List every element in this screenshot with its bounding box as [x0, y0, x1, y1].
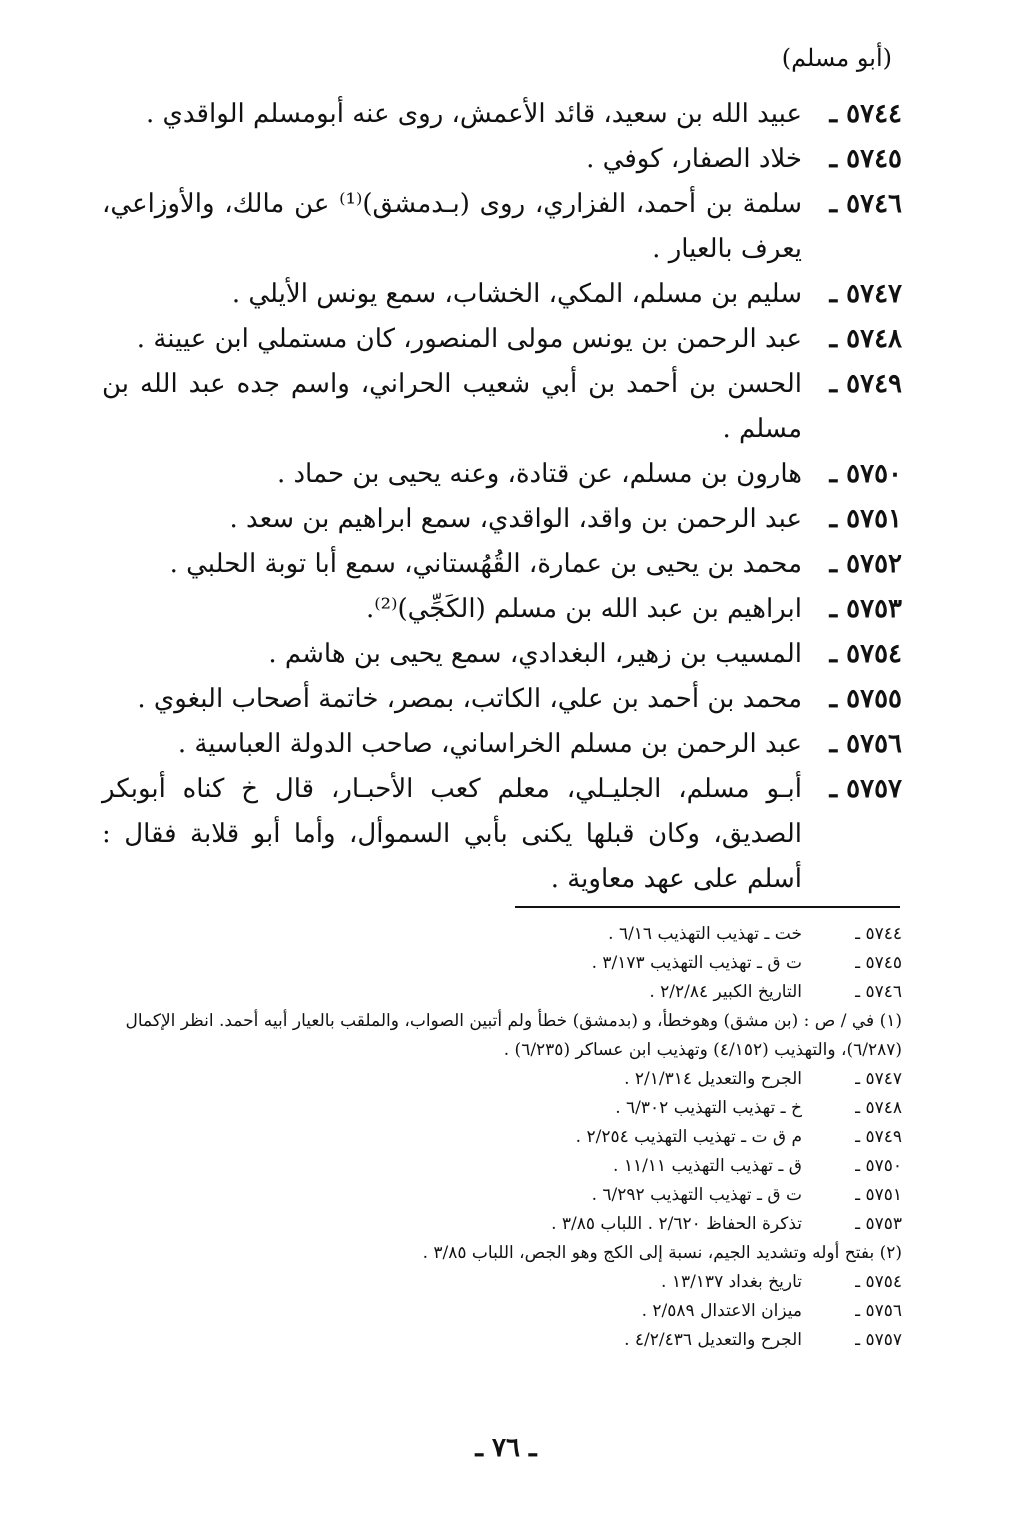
entry-5752 [102, 542, 902, 587]
entry-text: سليم بن مسلم، المكي، الخشاب، سمع يونس الأيلي . [231, 279, 802, 309]
entry-text: هارون بن مسلم، عن قتادة، وعنه يحيى بن حماد . [276, 459, 802, 489]
note-5747 [97, 1065, 902, 1094]
entry-text: عبد الرحمن بن يونس مولى المنصور، كان مستملي ابن عيينة . [136, 324, 802, 354]
page-number: ـ ٧٦ ـ [475, 1433, 537, 1463]
note-5749 [97, 1123, 902, 1152]
note-5748 [97, 1094, 902, 1123]
entry-text: ابراهيم بن عبد الله بن مسلم (الكَجِّي)⁽²⁾. [366, 594, 802, 624]
note-number: ٥٧٤٩ ـ [855, 1127, 902, 1147]
note-number: ٥٧٤٦ ـ [855, 982, 902, 1002]
entry-number: ٥٧٥٣ ـ [829, 594, 902, 624]
entry-text: محمد بن يحيى بن عمارة، القُهُستاني، سمع أبا توبة الحلبي . [169, 549, 802, 579]
entry-text: خلاد الصفار، كوفي . [586, 144, 802, 174]
note-text: م ق ت ـ تهذيب التهذيب ٢/٢٥٤ . [575, 1127, 802, 1147]
entry-text: الحسن بن أحمد بن أبي شعيب الحراني، واسم جده عبد الله بن مسلم . [102, 369, 802, 444]
note-number: ٥٧٥٣ ـ [855, 1214, 902, 1234]
footnote-divider [515, 906, 900, 908]
footnote-1 [97, 1007, 902, 1065]
entry-number: ٥٧٤٩ ـ [829, 369, 902, 399]
entry-5747 [102, 272, 902, 317]
note-text: تاريخ بغداد ١٣/١٣٧ . [661, 1272, 802, 1292]
entry-number: ٥٧٤٦ ـ [829, 189, 902, 219]
entry-5749 [102, 362, 902, 452]
note-5745 [97, 949, 902, 978]
note-text: الجرح والتعديل ٢/١/٣١٤ . [624, 1069, 802, 1089]
entry-text: عبيد الله بن سعيد، قائد الأعمش، روى عنه أبومسلم الواقدي . [146, 99, 802, 129]
entry-5756 [102, 722, 902, 767]
note-5750 [97, 1152, 902, 1181]
note-5756 [97, 1297, 902, 1326]
entry-text: المسيب بن زهير، البغدادي، سمع يحيى بن هاشم . [268, 639, 802, 669]
entry-5753 [102, 587, 902, 632]
entry-5748 [102, 317, 902, 362]
note-number: ٥٧٤٤ ـ [855, 924, 902, 944]
note-5754 [97, 1268, 902, 1297]
note-number: ٥٧٥٠ ـ [855, 1156, 902, 1176]
entry-number: ٥٧٥٢ ـ [829, 549, 902, 579]
entry-number: ٥٧٥٦ ـ [829, 729, 902, 759]
note-text: ميزان الاعتدال ٢/٥٨٩ . [641, 1301, 802, 1321]
entry-number: ٥٧٥٠ ـ [829, 459, 902, 489]
entry-5744 [102, 92, 902, 137]
note-number: ٥٧٤٥ ـ [855, 953, 902, 973]
entry-5754 [102, 632, 902, 677]
note-number: ٥٧٥١ ـ [855, 1185, 902, 1205]
entry-5745 [102, 137, 902, 182]
note-text: الجرح والتعديل ٤/٢/٤٣٦ . [624, 1330, 802, 1350]
note-text: خت ـ تهذيب التهذيب ٦/١٦ . [608, 924, 802, 944]
footnote-list [97, 920, 902, 1355]
entry-number: ٥٧٤٤ ـ [829, 99, 902, 129]
note-5744 [97, 920, 902, 949]
footnote-text: (١) في / ص : (بن مشق) وهوخطأ، و (بدمشق) خطأ ولم أتبين الصواب، والملقب بالعيار أبيه أحمد. انظر الإكمال (٦/٢٨٧)، والتهذيب (٤/١٥٢) وتهذيب ابن عساكر (٦/٢٣٥) . [125, 1011, 902, 1060]
footnote-text: (٢) بفتح أوله وتشديد الجيم، نسبة إلى الكج وهو الجص، اللباب ٣/٨٥ . [422, 1243, 902, 1263]
entry-text: عبد الرحمن بن مسلم الخراساني، صاحب الدولة العباسية . [177, 729, 802, 759]
entry-number: ٥٧٤٧ ـ [829, 279, 902, 309]
note-5753 [97, 1210, 902, 1239]
note-text: ت ق ـ تهذيب التهذيب ٦/٢٩٢ . [591, 1185, 802, 1205]
entry-5757 [102, 767, 902, 902]
note-number: ٥٧٤٨ ـ [855, 1098, 902, 1118]
note-number: ٥٧٥٧ ـ [855, 1330, 902, 1350]
entry-number: ٥٧٥١ ـ [829, 504, 902, 534]
entry-text: أبـو مسلم، الجليـلي، معلم كعب الأحبـار، قال خ كناه أبوبكر الصديق، وكان قبلها يكنى بأبي السموأل، وأما أبو قلابة فقال : أسلم على عهد معاوية . [102, 774, 802, 894]
note-5757 [97, 1326, 902, 1355]
entry-5755 [102, 677, 902, 722]
footnote-2 [97, 1239, 902, 1268]
note-5746 [97, 978, 902, 1007]
note-text: ت ق ـ تهذيب التهذيب ٣/١٧٣ . [591, 953, 802, 973]
note-number: ٥٧٥٤ ـ [855, 1272, 902, 1292]
note-text: التاريخ الكبير ٢/٢/٨٤ . [649, 982, 802, 1002]
entry-number: ٥٧٥٥ ـ [829, 684, 902, 714]
entry-text: عبد الرحمن بن واقد، الواقدي، سمع ابراهيم بن سعد . [229, 504, 802, 534]
entry-number: ٥٧٤٨ ـ [829, 324, 902, 354]
entry-5751 [102, 497, 902, 542]
entry-text: محمد بن أحمد بن علي، الكاتب، بمصر، خاتمة أصحاب البغوي . [137, 684, 802, 714]
entry-text: سلمة بن أحمد، الفزاري، روى (بـدمشق)⁽¹⁾ عن مالك، والأوزاعي، يعرف بالعيار . [102, 189, 803, 264]
entry-list [102, 92, 902, 902]
note-number: ٥٧٤٧ ـ [855, 1069, 902, 1089]
note-text: ق ـ تهذيب التهذيب ١١/١١ . [613, 1156, 802, 1176]
entry-5750 [102, 452, 902, 497]
note-text: تذكرة الحفاظ ٢/٦٢٠ . اللباب ٣/٨٥ . [551, 1214, 802, 1234]
note-5751 [97, 1181, 902, 1210]
note-text: خ ـ تهذيب التهذيب ٦/٣٠٢ . [615, 1098, 802, 1118]
entry-number: ٥٧٥٧ ـ [829, 774, 902, 804]
entry-number: ٥٧٤٥ ـ [829, 144, 902, 174]
entry-number: ٥٧٥٤ ـ [829, 639, 902, 669]
note-number: ٥٧٥٦ ـ [855, 1301, 902, 1321]
running-head: (أبو مسلم) [781, 44, 892, 72]
entry-5746 [102, 182, 902, 272]
